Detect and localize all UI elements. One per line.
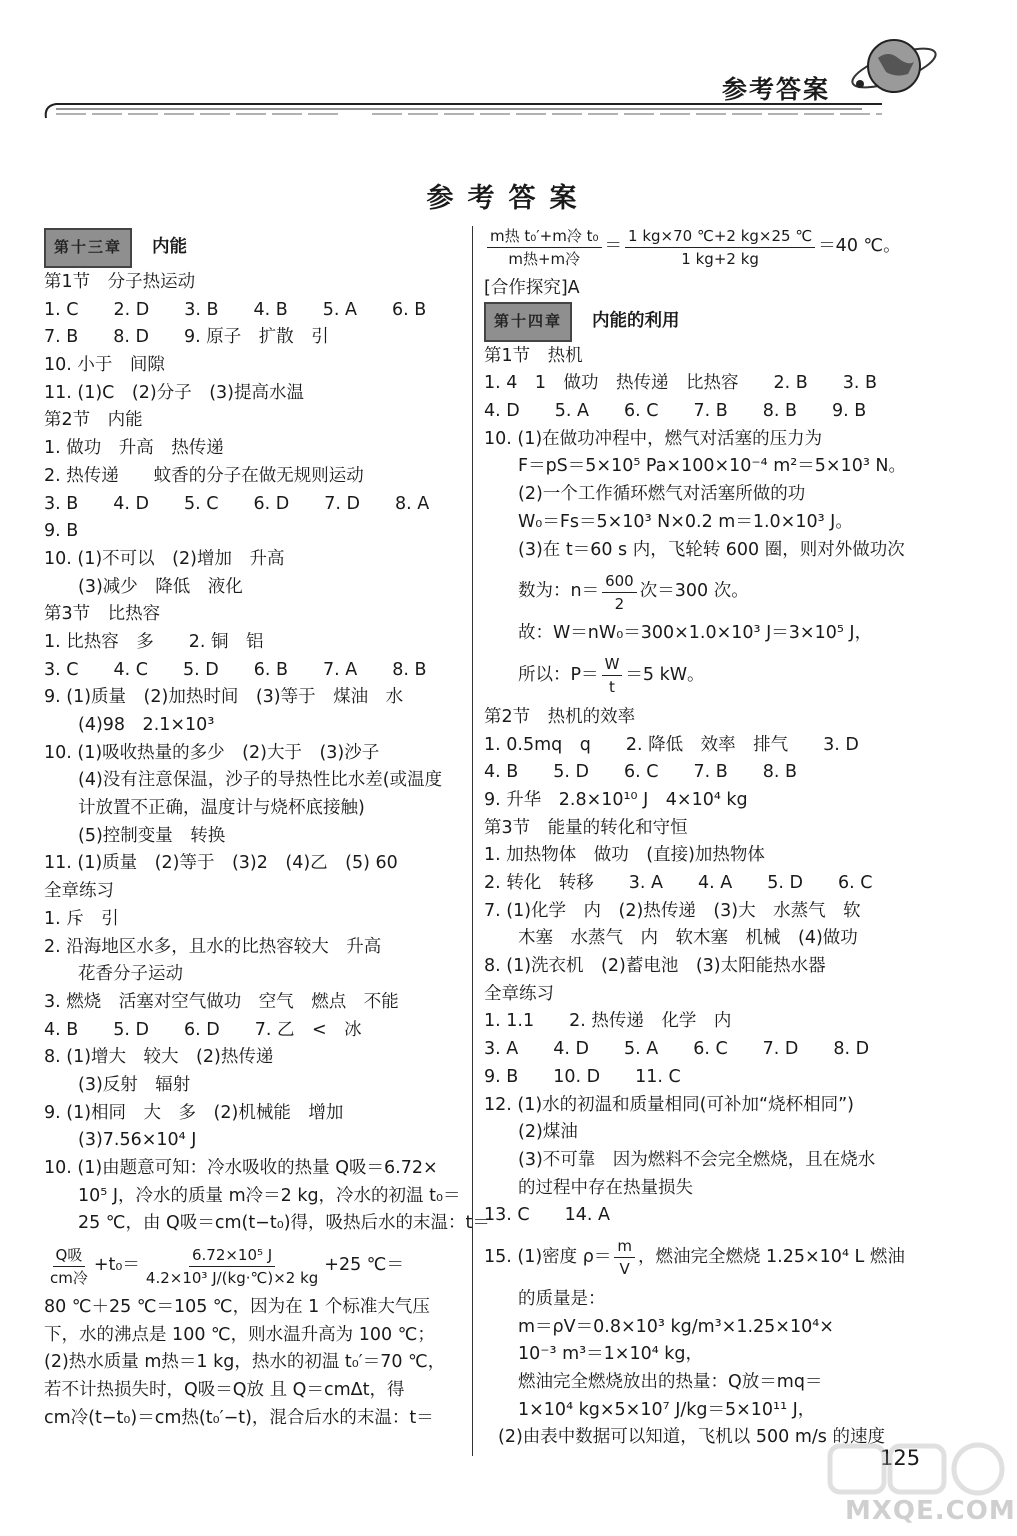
answer-line: 11. (1)C (2)分子 (3)提高水温	[44, 382, 304, 403]
answer-line: (2)由表中数据可以知道，飞机以 500 m/s 的速度	[498, 1427, 885, 1448]
answer-line: 25 ℃，由 Q吸＝cm(t−t₀)得，吸热后水的末温：t＝	[78, 1213, 490, 1234]
fraction-numerator: m	[614, 1235, 635, 1258]
chapter-name: 内能	[152, 237, 188, 258]
answer-line: 7. (1)化学 内 (2)热传递 (3)大 水蒸气 软	[484, 900, 861, 921]
equation-text: ＝40 ℃。	[818, 236, 901, 257]
answer-line: 木塞 水蒸气 内 软木塞 机械 (4)做功	[518, 928, 858, 949]
answer-line: W₀＝Fs＝5×10³ N×0.2 m＝1.0×10³ J。	[518, 511, 853, 532]
answer-line: 7. B 8. D 9. 原子 扩散 引	[44, 327, 329, 348]
answer-line: 全章练习	[44, 881, 114, 902]
fraction-denominator: V	[619, 1260, 630, 1279]
answer-line: 故：W＝nW₀＝300×1.0×10³ J＝3×10⁵ J，	[518, 623, 873, 644]
fraction	[47, 1244, 91, 1289]
answer-line: 4. B 5. D 6. C 7. B 8. B	[484, 762, 798, 783]
answer-line: 3. 燃烧 活塞对空气做功 空气 燃点 不能	[44, 991, 399, 1012]
fraction	[602, 653, 623, 698]
fraction-numerator: 6.72×10⁵ J	[189, 1244, 275, 1267]
equation-work-count	[484, 564, 924, 620]
answer-line: (2)热水质量 m热＝1 kg，热水的初温 t₀′＝70 ℃，	[44, 1352, 446, 1373]
fraction-numerator: Q吸	[53, 1244, 86, 1267]
answer-line: 2. 转化 转移 3. A 4. A 5. D 6. C	[484, 873, 873, 893]
fraction-denominator: cm冷	[50, 1268, 88, 1287]
answer-line: 1. 比热容 多 2. 铜 铝	[44, 631, 264, 652]
answer-line: (3)在 t＝60 s 内，飞轮转 600 圈，则对外做功次	[518, 539, 905, 560]
equation-text: 数为：n＝	[518, 581, 600, 602]
header-rule	[42, 100, 902, 122]
equation-text: ＝	[604, 236, 623, 257]
equation-text: 所以：P＝	[518, 665, 599, 686]
fraction	[143, 1244, 321, 1289]
answer-line: 1. 斥 引	[44, 908, 119, 929]
globe-logo-icon	[848, 28, 940, 106]
equation-temperature	[44, 1238, 462, 1294]
chapter-badge: 第十四章	[484, 302, 572, 342]
answer-line: 全章练习	[484, 983, 554, 1004]
answer-line: 3. B 4. D 5. C 6. D 7. D 8. A	[44, 493, 430, 514]
page-title: 参考答案	[426, 183, 591, 214]
answer-line: F＝pS＝5×10⁵ Pa×100×10⁻⁴ m²＝5×10³ N。	[518, 456, 907, 477]
answer-line: (3)减少 降低 液化	[78, 576, 243, 597]
answer-line: 9. B	[44, 521, 79, 542]
answer-line: (5)控制变量 转换	[78, 825, 226, 846]
answer-line: 花香分子运动	[78, 964, 183, 985]
answer-line: 10⁵ J，冷水的质量 m冷＝2 kg，冷水的初温 t₀＝	[78, 1185, 461, 1206]
answer-line: 1. 1.1 2. 热传递 化学 内	[484, 1011, 732, 1032]
answer-line: 燃油完全燃烧放出的热量：Q放＝mq＝	[518, 1372, 823, 1392]
equation-text: +25 ℃＝	[324, 1255, 404, 1276]
fraction-denominator: t	[609, 678, 615, 697]
answer-line: 8. (1)洗衣机 (2)蓄电池 (3)太阳能热水器	[484, 956, 826, 977]
answer-line: cm冷(t−t₀)＝cm热(t₀′−t)，混合后水的末温：t＝	[44, 1407, 434, 1428]
equation-mix-temperature	[484, 219, 924, 275]
fraction-numerator: m热 t₀′+m冷 t₀	[487, 225, 602, 248]
answer-line: m＝ρV＝0.8×10³ kg/m³×1.25×10⁴×	[518, 1316, 834, 1337]
answer-line: 10⁻³ m³＝1×10⁴ kg，	[518, 1344, 704, 1365]
answer-line: 9. (1)相同 大 多 (2)机械能 增加	[44, 1102, 344, 1123]
page-number: 125	[880, 1446, 921, 1470]
answer-line: 1. C 2. D 3. B 4. B 5. A 6. B	[44, 299, 427, 320]
fraction-numerator: 1 kg×70 ℃+2 kg×25 ℃	[625, 225, 815, 248]
answer-line: 10. (1)在做功冲程中，燃气对活塞的压力为	[484, 428, 823, 449]
fraction-denominator: m热+m冷	[508, 249, 581, 268]
answer-line: 第3节 比热容	[44, 604, 161, 625]
fraction	[602, 570, 637, 615]
answer-line: [合作探究]A	[484, 278, 580, 298]
answer-line: 的质量是：	[518, 1288, 606, 1309]
answer-line: 10. 小于 间隙	[44, 355, 165, 376]
fraction	[614, 1235, 635, 1280]
answer-line: 10. (1)不可以 (2)增加 升高	[44, 548, 285, 569]
watermark-url: MXQE.COM	[845, 1496, 1016, 1526]
answer-line: 1. 0.5mq q 2. 降低 效率 排气 3. D	[484, 734, 859, 755]
fraction	[625, 225, 815, 270]
equation-text: ，燃油完全燃烧 1.25×10⁴ L 燃油	[637, 1247, 905, 1268]
answer-line: 第1节 热机	[484, 345, 583, 366]
answer-line: 2. 热传递 蚊香的分子在做无规则运动	[44, 465, 364, 486]
chapter-badge: 第十三章	[44, 228, 132, 268]
right-column	[484, 219, 924, 1452]
answer-line: 第2节 内能	[44, 410, 143, 431]
answer-line: 8. (1)增大 较大 (2)热传递	[44, 1047, 274, 1068]
answer-line: 9. (1)质量 (2)加热时间 (3)等于 煤油 水	[44, 687, 404, 708]
answer-line: 3. C 4. C 5. D 6. B 7. A 8. B	[44, 659, 427, 680]
fraction	[487, 225, 602, 270]
answer-line: (3)不可靠 因为燃料不会完全燃烧，且在烧水	[518, 1149, 876, 1170]
answer-line: 1. 做功 升高 热传递	[44, 438, 224, 459]
fraction-denominator: 1 kg+2 kg	[681, 249, 759, 268]
left-column	[44, 229, 490, 1433]
fraction-numerator: W	[602, 653, 623, 676]
answer-line: 10. (1)由题意可知：冷水吸收的热量 Q吸＝6.72×	[44, 1158, 438, 1178]
answer-line: 第3节 能量的转化和守恒	[484, 817, 688, 838]
answer-line: 下，水的沸点是 100 ℃，则水温升高为 100 ℃；	[44, 1324, 435, 1345]
answer-line: 若不计热损失时，Q吸＝Q放 且 Q＝cmΔt，得	[44, 1380, 405, 1401]
answer-line: 80 ℃＋25 ℃＝105 ℃，因为在 1 个标准大气压	[44, 1297, 430, 1318]
fraction-numerator: 600	[602, 570, 637, 593]
chapter-heading	[44, 229, 462, 267]
equation-density	[484, 1230, 924, 1286]
chapter-name: 内能的利用	[592, 310, 680, 331]
answer-line: (4)没有注意保温，沙子的导热性比水差(或温度	[78, 770, 443, 791]
equation-power	[484, 648, 924, 704]
answer-line: 1×10⁴ kg×5×10⁷ J/kg＝5×10¹¹ J，	[518, 1399, 816, 1420]
answer-line: 13. C 14. A	[484, 1205, 610, 1226]
answer-line: 的过程中存在热量损失	[518, 1177, 693, 1198]
column-divider	[472, 226, 473, 1456]
answer-line: 9. 升华 2.8×10¹⁰ J 4×10⁴ kg	[484, 789, 748, 810]
equation-text: +t₀＝	[93, 1255, 140, 1276]
fraction-denominator: 4.2×10³ J/(kg·℃)×2 kg	[145, 1268, 319, 1287]
equation-text: ＝5 kW。	[625, 665, 705, 686]
answer-line: 计放置不正确，温度计与烧杯底接触)	[78, 798, 365, 819]
answer-line: 9. B 10. D 11. C	[484, 1066, 681, 1087]
answer-line: (3)反射 辐射	[78, 1074, 191, 1095]
answer-line: 12. (1)水的初温和质量相同(可补加“烧杯相同”)	[484, 1094, 854, 1115]
answer-line: 10. (1)吸收热量的多少 (2)大于 (3)沙子	[44, 742, 380, 763]
equation-text: 次＝300 次。	[639, 581, 749, 602]
answer-line: 3. A 4. D 5. A 6. C 7. D 8. D	[484, 1039, 870, 1060]
fraction-denominator: 2	[614, 594, 625, 613]
answer-line: (2)一个工作循环燃气对活塞所做的功	[518, 484, 806, 505]
answer-line: 第1节 分子热运动	[44, 272, 196, 292]
answer-line: (4)98 2.1×10³	[78, 715, 215, 735]
chapter-heading	[484, 303, 924, 341]
answer-line: 11. (1)质量 (2)等于 (3)2 (4)乙 (5) 60	[44, 853, 398, 874]
answer-line: 4. B 5. D 6. D 7. 乙 < 冰	[44, 1019, 362, 1040]
answer-line: (2)煤油	[518, 1122, 578, 1143]
header-title: 参考答案	[722, 75, 831, 104]
answer-line: 1. 4 1 做功 热传递 比热容 2. B 3. B	[484, 373, 878, 394]
answer-line: 4. D 5. A 6. C 7. B 8. B 9. B	[484, 401, 867, 422]
equation-text: 15. (1)密度 ρ＝	[484, 1247, 612, 1268]
answer-line: 第2节 热机的效率	[484, 706, 636, 727]
answer-line: 2. 沿海地区水多，且水的比热容较大 升高	[44, 936, 382, 957]
answer-line: 1. 加热物体 做功 (直接)加热物体	[484, 845, 765, 866]
answer-line: (3)7.56×10⁴ J	[78, 1130, 197, 1151]
